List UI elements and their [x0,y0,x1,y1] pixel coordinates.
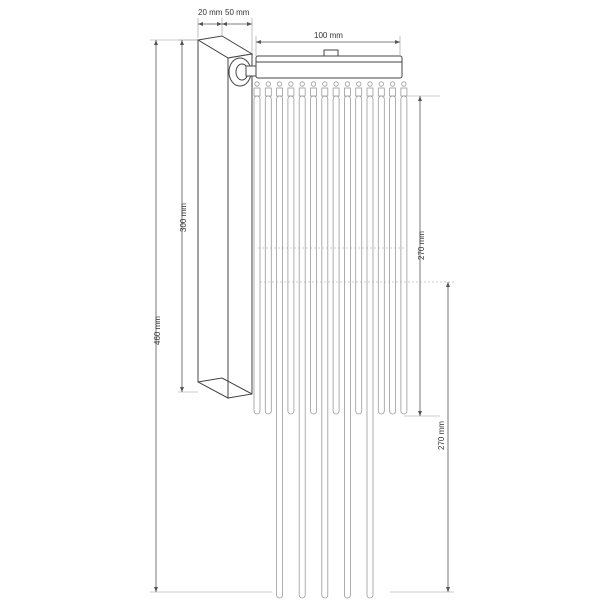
wall-plate [198,36,252,398]
rod-cap [390,88,396,96]
rod-cap [288,88,294,96]
dim-label-300mm: 300 mm [179,203,188,232]
short-rod [378,96,384,414]
crystal-rods [254,82,407,598]
rod-hook [266,82,270,86]
short-rod [254,96,260,414]
short-rod [401,96,407,414]
short-rod [311,96,317,414]
mounting-disc [229,58,258,86]
long-rod [299,96,305,598]
top-bar [256,50,402,78]
rod-hook [255,82,259,86]
rod-hook [323,82,327,86]
rod-cap [344,88,350,96]
rod-cap [265,88,271,96]
rod-cap [333,88,339,96]
rod-cap [311,88,317,96]
dim-label-50mm: 50 mm [225,8,250,17]
dim-label-270mm-upper: 270 mm [417,231,426,260]
rod-hook [334,82,338,86]
rod-hook [402,82,406,86]
long-rod [322,96,328,598]
rod-cap [367,88,373,96]
rod-hook [277,82,281,86]
long-rod [277,96,283,598]
short-rod [356,96,362,414]
rod-hook [289,82,293,86]
dimension-upper-rods [404,96,440,416]
rod-hook [368,82,372,86]
long-rod [344,96,350,598]
rod-cap [254,88,260,96]
short-rod [333,96,339,414]
rod-cap [322,88,328,96]
dim-label-460mm: 460 mm [153,316,162,345]
short-rod [390,96,396,414]
rod-hook [300,82,304,86]
rod-cap [277,88,283,96]
short-rod [265,96,271,414]
dim-label-20mm: 20 mm [198,8,223,17]
rod-hook [357,82,361,86]
long-rod [367,96,373,598]
short-rod [288,96,294,414]
dimension-plate-height [178,40,198,392]
rod-cap [401,88,407,96]
rod-cap [378,88,384,96]
dim-label-100mm: 100 mm [314,31,343,40]
rod-cap [356,88,362,96]
rod-hook [379,82,383,86]
rod-hook [345,82,349,86]
dim-label-270mm-lower: 270 mm [437,421,446,450]
rod-hook [311,82,315,86]
rod-cap [299,88,305,96]
rod-hook [390,82,394,86]
